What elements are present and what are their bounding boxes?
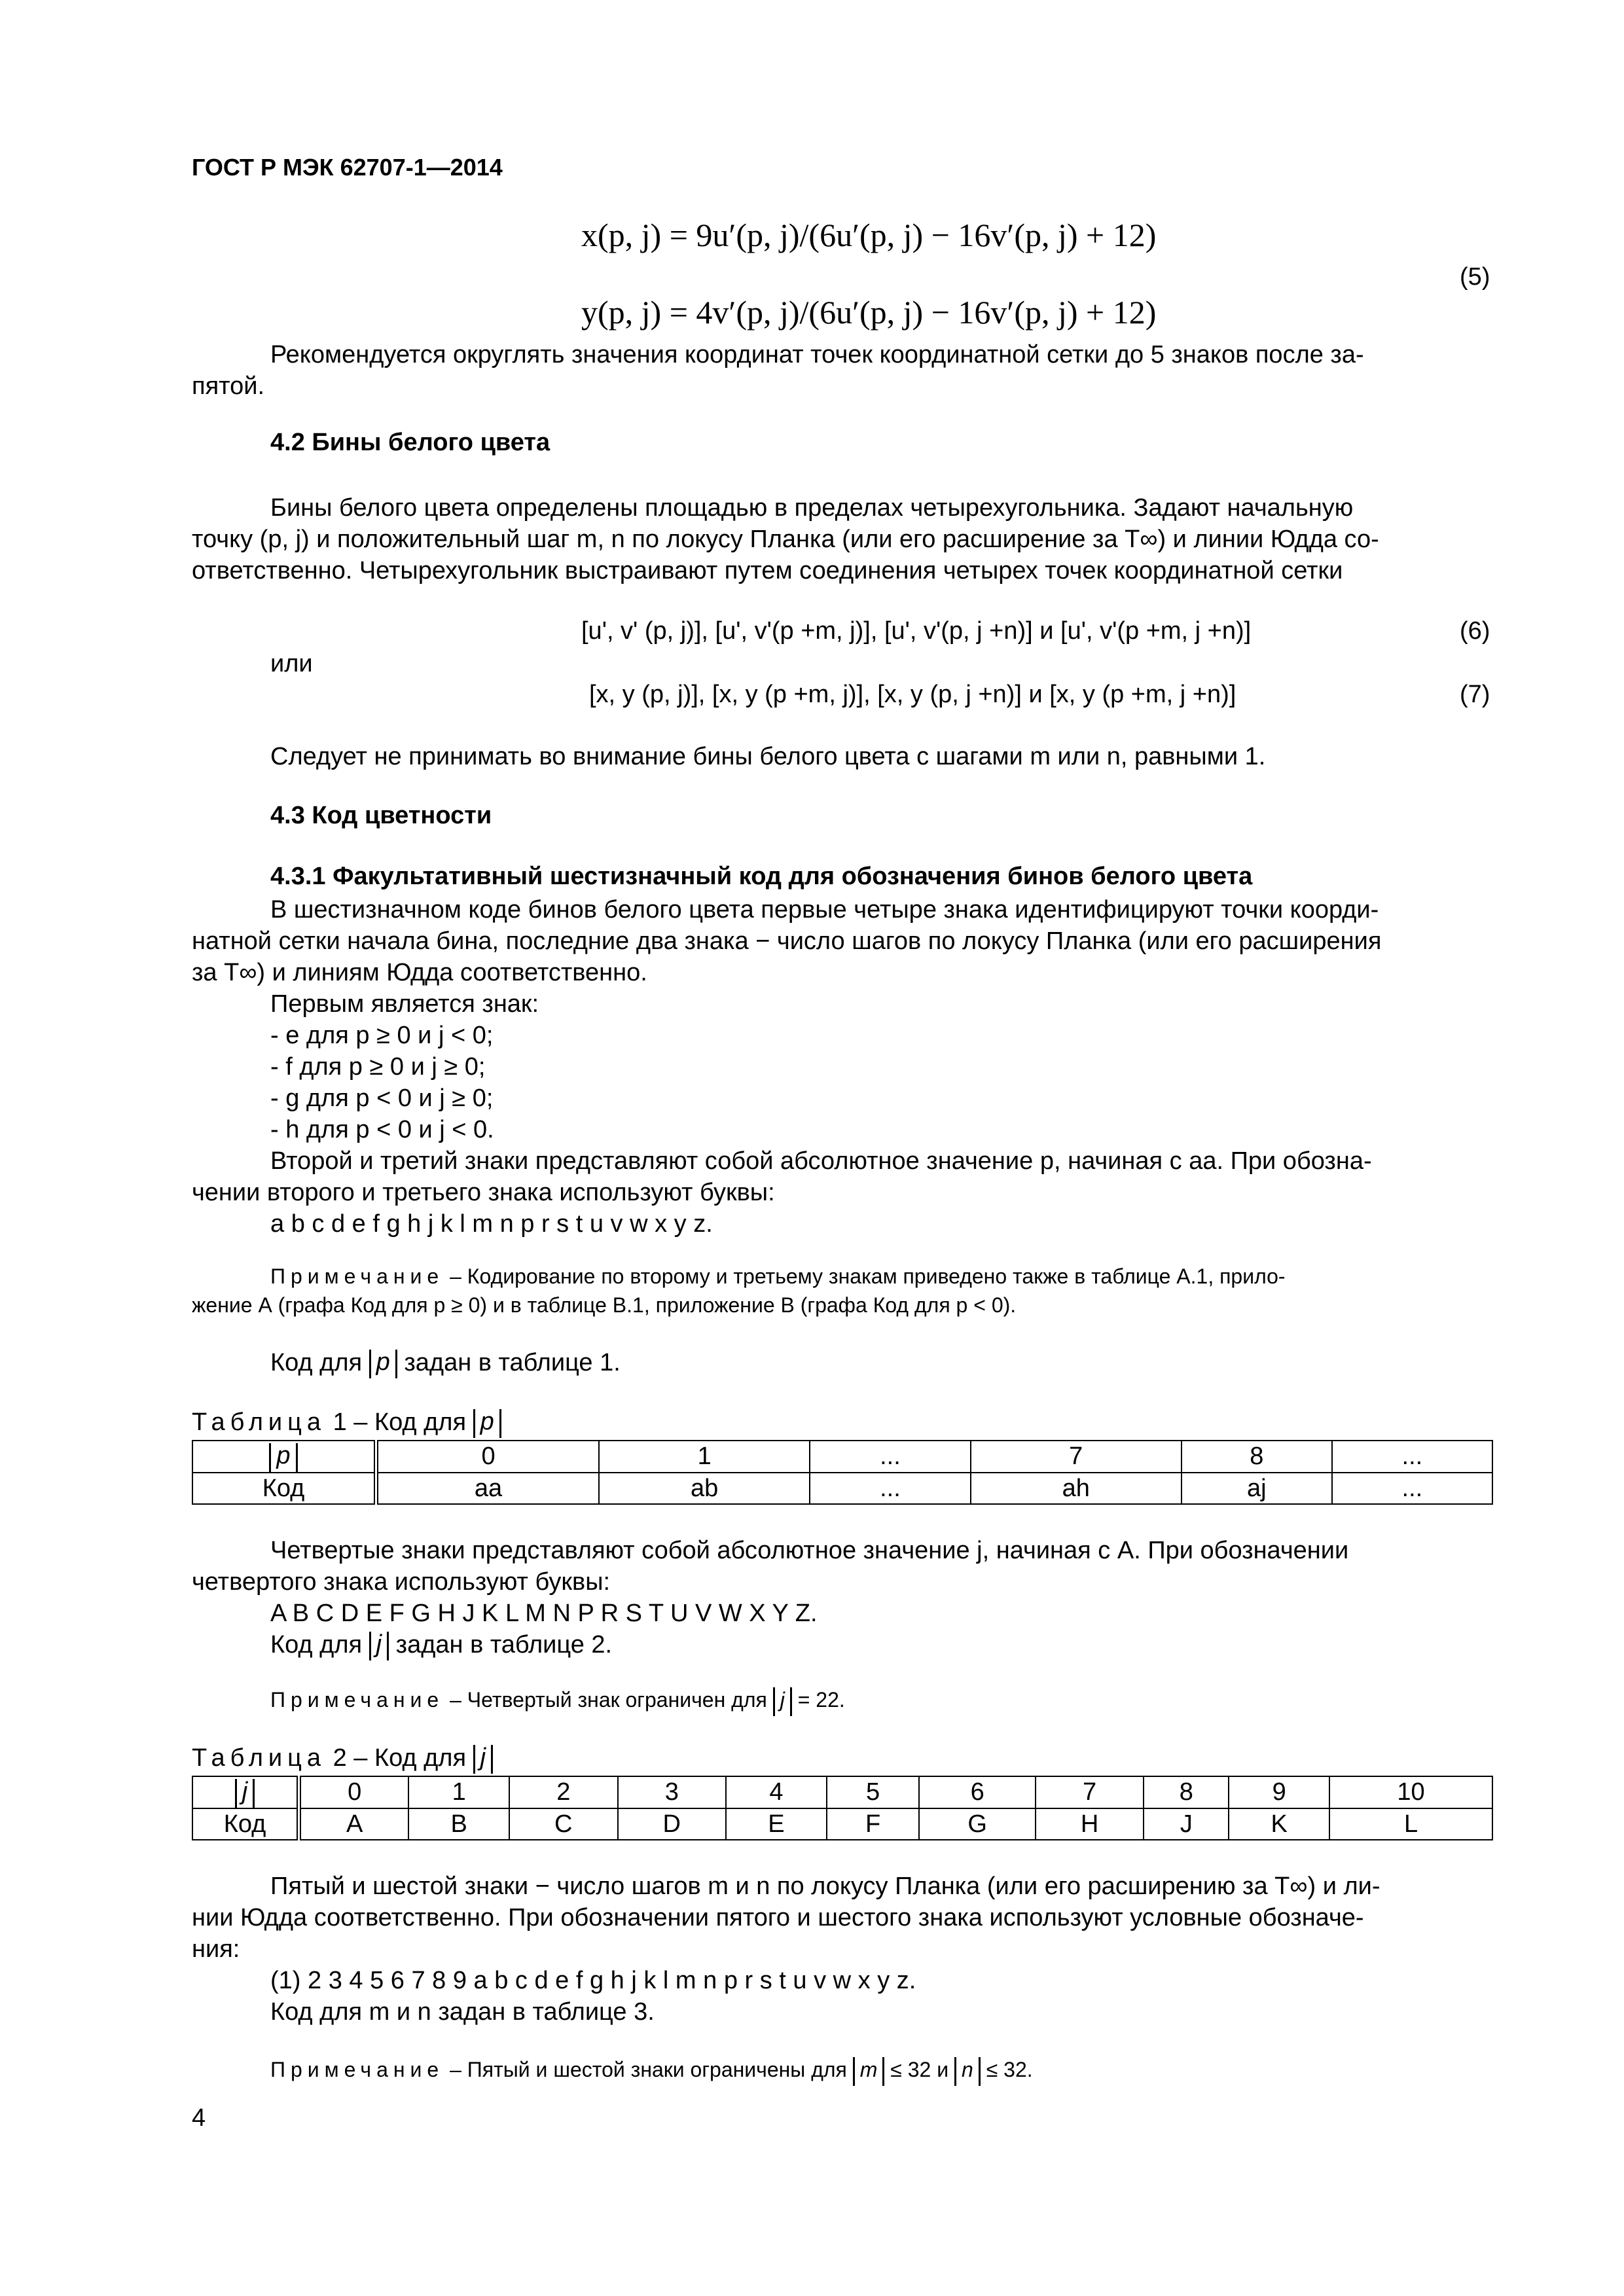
note-var-n: n <box>962 2057 973 2081</box>
abs-j-var: j <box>376 1630 382 1658</box>
table-cell: 6 <box>919 1776 1035 1808</box>
note-label: Примечание <box>270 1265 444 1288</box>
table-cell: 3 <box>618 1776 727 1808</box>
formula-5-line-1: x(p, j) = 9u′(p, j)/(6u′(p, j) − 16v′(p, j) + 12) <box>581 217 1157 253</box>
note-label: Примечание <box>270 1688 444 1712</box>
note-text: – Пятый и шестой знаки ограничены для <box>450 2058 847 2081</box>
table-row <box>192 1808 1492 1840</box>
section-4-2-paragraph <box>192 492 1490 586</box>
first-sign-intro: Первым является знак: <box>270 990 539 1018</box>
paragraph-line: нии Юдда соответственно. При обозначении пятого и шестого знака используют условные обозначе- <box>192 1904 1364 1931</box>
table-cell: L <box>1329 1808 1492 1840</box>
paragraph-line: Четвертые знаки представляют собой абсолютное значение j, начиная с A. При обозначении <box>270 1537 1349 1564</box>
paragraph-line: Бины белого цвета определены площадью в пределах четырехугольника. Задают начальную <box>270 494 1354 522</box>
code-for-j-line <box>192 1629 1490 1660</box>
code-for-j-suffix: задан в таблице 2. <box>395 1631 613 1659</box>
note-text-end: ≤ 32. <box>986 2058 1033 2081</box>
paragraph-fifth-sixth-sign <box>192 1871 1490 2028</box>
table-caption-number: 2 – Код для <box>333 1744 467 1772</box>
rule-item: - g для p < 0 и j ≥ 0; <box>270 1085 494 1112</box>
document-header: ГОСТ Р МЭК 62707-1—2014 <box>192 154 503 181</box>
note-text: – Четвертый знак ограничен для <box>450 1688 767 1712</box>
rule-item: - h для p < 0 и j < 0. <box>270 1116 494 1143</box>
table-cell: Код <box>192 1808 299 1840</box>
note-var: j <box>780 1687 785 1712</box>
table-caption-label: Таблица <box>192 1744 326 1772</box>
table-cell: H <box>1036 1808 1144 1840</box>
table-cell: 7 <box>971 1441 1182 1473</box>
table-cell: J <box>1144 1808 1229 1840</box>
note-2 <box>270 1685 845 1716</box>
table-cell: aj <box>1182 1473 1332 1504</box>
rule-item: - f для p ≥ 0 и j ≥ 0; <box>270 1053 486 1081</box>
table-cell: F <box>827 1808 920 1840</box>
equation-7-number: (7) <box>1460 681 1490 708</box>
table-cell: 2 <box>509 1776 618 1808</box>
table-cell: 8 <box>1144 1776 1229 1808</box>
table-cell: p <box>192 1441 376 1473</box>
code-for-p-line <box>270 1347 621 1378</box>
table-cell: ... <box>1332 1441 1492 1473</box>
formula-5-number: (5) <box>1460 263 1490 291</box>
word-or: или <box>270 650 313 677</box>
note-label: Примечание <box>270 2058 444 2081</box>
rule-item: - e для p ≥ 0 и j < 0; <box>270 1022 494 1049</box>
table-2 <box>192 1776 1493 1840</box>
note-1 <box>192 1262 1490 1319</box>
table-cell: G <box>919 1808 1035 1840</box>
paragraph-line: ния: <box>192 1935 240 1963</box>
table-caption-number: 1 – Код для <box>333 1408 467 1436</box>
table-cell: 0 <box>299 1776 409 1808</box>
equation-7: [x, y (p, j)], [x, y (p +m, j)], [x, y (p, j +n)] и [x, y (p +m, j +n)] <box>589 681 1236 708</box>
section-4-3-heading: 4.3 Код цветности <box>270 802 492 829</box>
table-cell: 10 <box>1329 1776 1492 1808</box>
table-cell: ... <box>810 1473 970 1504</box>
table-cell: aa <box>376 1473 600 1504</box>
table-1-caption <box>192 1408 501 1438</box>
note-var-m: m <box>859 2057 878 2081</box>
table-cell: B <box>408 1808 509 1840</box>
table-row <box>192 1441 1492 1473</box>
symbol-list: (1) 2 3 4 5 6 7 8 9 a b c d e f g h j k l m n p r s t u v w x y z. <box>270 1967 916 1994</box>
table-cell: 9 <box>1229 1776 1329 1808</box>
formula-5-line-2: y(p, j) = 4v′(p, j)/(6u′(p, j) − 16v′(p, j) + 12) <box>581 294 1157 331</box>
table-cell: Код <box>192 1473 376 1504</box>
equation-6: [u', v' (p, j)], [u', v'(p +m, j)], [u', v'(p, j +n)] и [u', v'(p +m, j +n)] <box>581 617 1252 645</box>
note-3 <box>270 2055 1033 2086</box>
table-row <box>192 1776 1492 1808</box>
paragraph-line: натной сетки начала бина, последние два знака − число шагов по локусу Планка (или его расширения <box>192 927 1382 955</box>
code-for-p-suffix: задан в таблице 1. <box>404 1349 621 1376</box>
abs-p-var: p <box>376 1348 390 1376</box>
paragraph-fourth-sign <box>192 1535 1490 1660</box>
paragraph-line: за T∞) и линиям Юдда соответственно. <box>192 959 647 986</box>
page-number: 4 <box>192 2104 206 2132</box>
lowercase-letters: a b c d e f g h j k l m n p r s t u v w x y z. <box>270 1210 713 1238</box>
paragraph-line: В шестизначном коде бинов белого цвета первые четыре знака идентифицируют точки коорди- <box>270 896 1379 924</box>
table-cell: K <box>1229 1808 1329 1840</box>
table-cell: E <box>726 1808 827 1840</box>
paragraph-line: ответственно. Четырехугольник выстраивают путем соединения четырех точек координатной сетки <box>192 557 1343 584</box>
table-cell: j <box>192 1776 299 1808</box>
table-cell: ah <box>971 1473 1182 1504</box>
note-text-end: = 22. <box>797 1688 845 1712</box>
code-for-mn: Код для m и n задан в таблице 3. <box>270 1998 655 2026</box>
equation-6-number: (6) <box>1460 617 1490 645</box>
code-for-p-prefix: Код для <box>270 1349 363 1376</box>
uppercase-letters: A B C D E F G H J K L M N P R S T U V W X Y Z. <box>270 1600 818 1627</box>
note-text-mid: ≤ 32 и <box>890 2058 949 2081</box>
table-caption-label: Таблица <box>192 1408 326 1436</box>
table-cell: C <box>509 1808 618 1840</box>
paragraph-line: точку (p, j) и положительный шаг m, n по локусу Планка (или его расширение за T∞) и линии Юдда со- <box>192 526 1379 553</box>
section-4-2-heading: 4.2 Бины белого цвета <box>270 429 550 456</box>
paragraph-line: Второй и третий знаки представляют собой абсолютное значение p, начиная с aa. При обозна- <box>270 1147 1372 1175</box>
paragraph-line: четвертого знака используют буквы: <box>192 1568 611 1596</box>
table-caption-var: j <box>480 1743 486 1771</box>
note-text: – Кодирование по второму и третьему знакам приведено также в таблице А.1, прило- <box>450 1265 1286 1288</box>
section-4-3-1-heading: 4.3.1 Факультативный шестизначный код для обозначения бинов белого цвета <box>270 863 1253 890</box>
table-caption-var: p <box>480 1407 494 1435</box>
table-1 <box>192 1440 1493 1505</box>
table-cell: 7 <box>1036 1776 1144 1808</box>
table-cell: 1 <box>599 1441 810 1473</box>
paragraph-line: чении второго и третьего знака используют буквы: <box>192 1179 775 1206</box>
paragraph-line: пятой. <box>192 372 265 400</box>
section-4-2-paragraph-2: Следует не принимать во внимание бины белого цвета с шагами m или n, равными 1. <box>270 743 1266 770</box>
paragraph-rounding <box>192 339 1490 402</box>
table-cell: ab <box>599 1473 810 1504</box>
table-cell: ... <box>810 1441 970 1473</box>
section-4-3-1-body <box>192 894 1490 1240</box>
paragraph-line: Рекомендуется округлять значения координат точек координатной сетки до 5 знаков после за- <box>270 341 1364 368</box>
code-for-j-prefix: Код для <box>270 1631 363 1659</box>
note-text: жение А (графа Код для p ≥ 0) и в таблице В.1, приложение В (графа Код для p < 0). <box>192 1293 1017 1317</box>
table-cell: 5 <box>827 1776 920 1808</box>
table-cell: 8 <box>1182 1441 1332 1473</box>
table-2-caption <box>192 1744 493 1774</box>
table-row <box>192 1473 1492 1504</box>
table-cell: 0 <box>376 1441 600 1473</box>
table-cell: D <box>618 1808 727 1840</box>
table-cell: 1 <box>408 1776 509 1808</box>
table-cell: A <box>299 1808 409 1840</box>
table-cell: 4 <box>726 1776 827 1808</box>
table-cell: ... <box>1332 1473 1492 1504</box>
paragraph-line: Пятый и шестой знаки − число шагов m и n по локусу Планка (или его расширению за T∞) и ли- <box>270 1873 1380 1900</box>
